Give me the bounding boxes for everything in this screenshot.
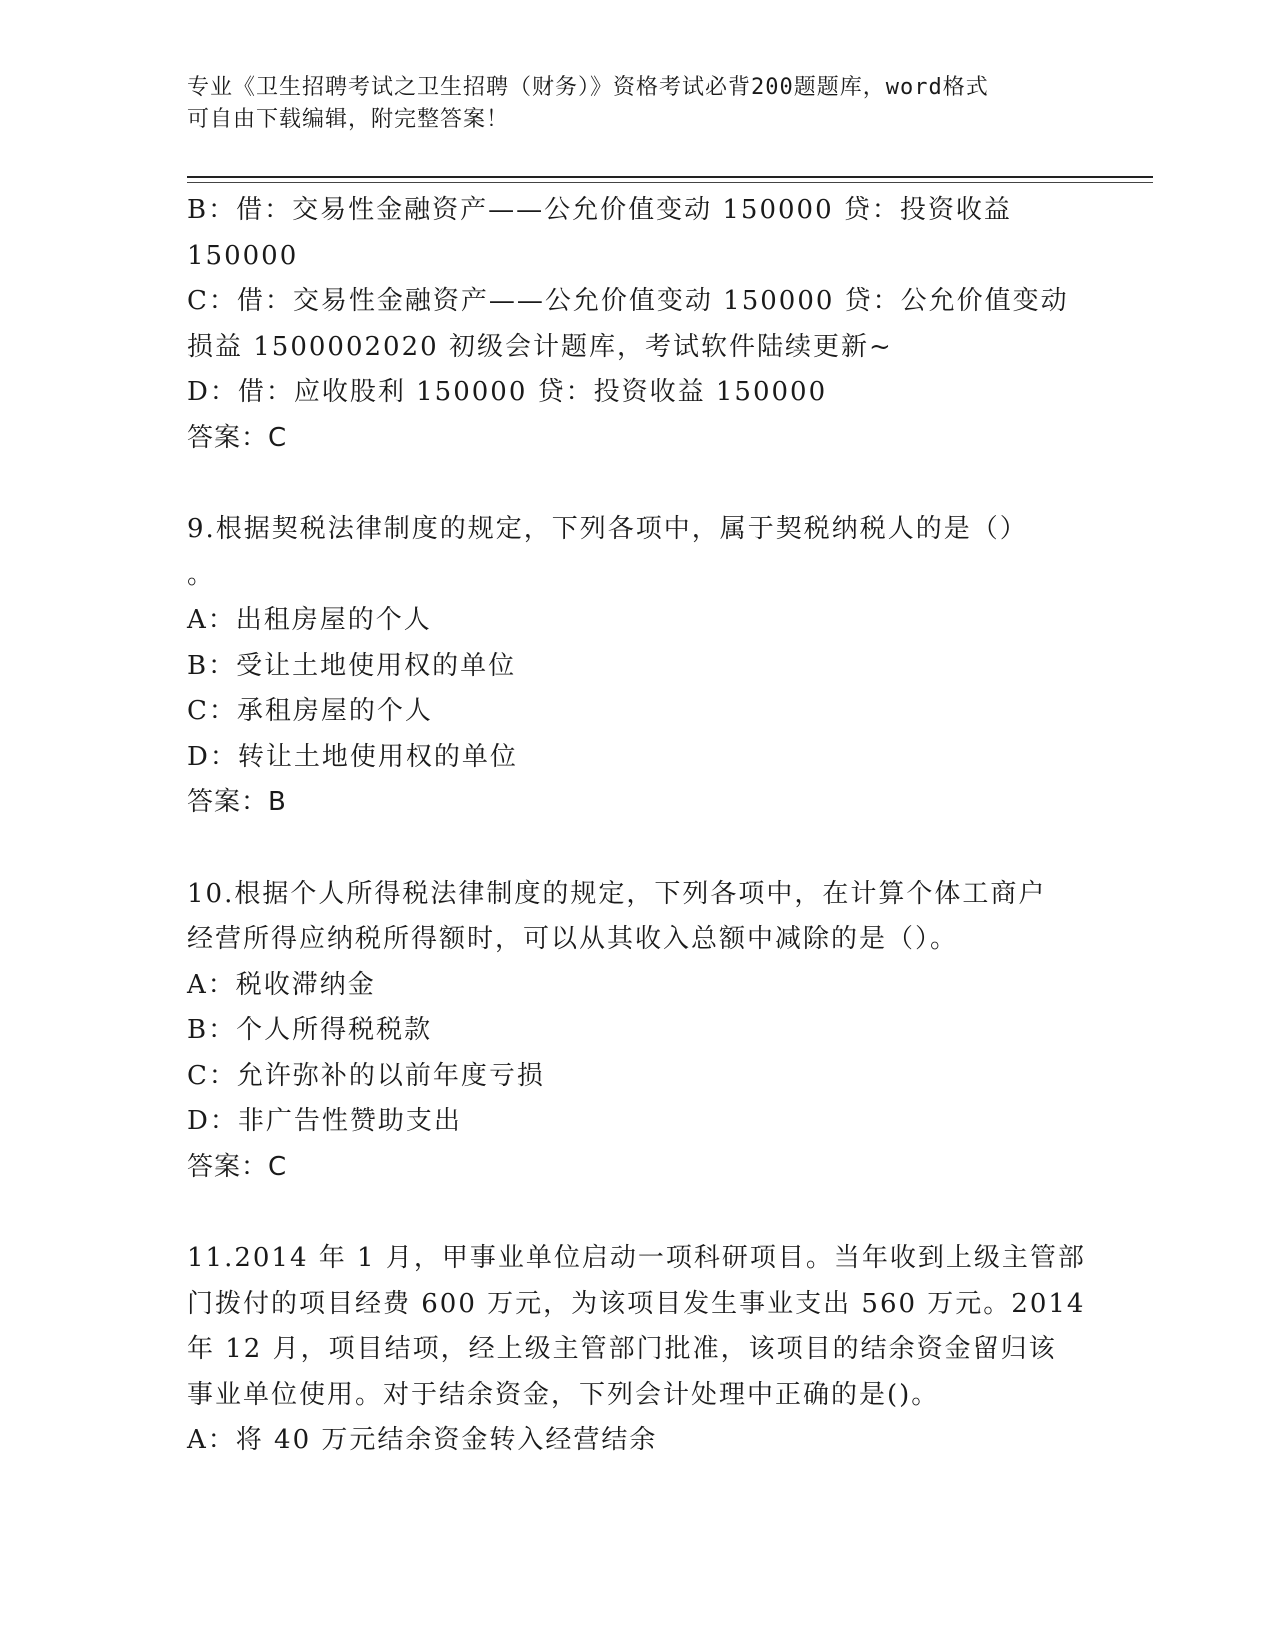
answer-line: 答案：C <box>187 1151 288 1182</box>
question-stem-line: 年 12 月，项目结项，经上级主管部门批准，该项目的结余资金留归该 <box>187 1334 1057 1364</box>
answer-line: 答案：B <box>187 787 287 817</box>
option-line: B：借：交易性金融资产——公允价值变动 150000 贷：投资收益 <box>187 195 1012 225</box>
question-9 <box>187 507 1107 826</box>
question-gap <box>187 461 1107 507</box>
question-stem-line: 事业单位使用。对于结余资金，下列会计处理中正确的是()。 <box>187 1379 940 1410</box>
question-stem-line: 11.2014 年 1 月，甲事业单位启动一项科研项目。当年收到上级主管部 <box>187 1243 1086 1273</box>
question-stem-line: 经营所得应纳税所得额时，可以从其收入总额中减除的是（）。 <box>187 924 959 954</box>
option-line: C：承租房屋的个人 <box>187 696 433 726</box>
question-stem-line: 9.根据契税法律制度的规定，下列各项中，属于契税纳税人的是（） <box>187 514 1028 544</box>
question-gap <box>187 1190 1107 1236</box>
question-content <box>187 188 1107 1464</box>
document-header <box>187 72 1067 136</box>
option-line: B：个人所得税税款 <box>187 1015 433 1045</box>
option-line: A：出租房屋的个人 <box>187 605 432 635</box>
option-line: C：允许弥补的以前年度亏损 <box>187 1060 545 1091</box>
header-rule-thin <box>187 182 1153 183</box>
option-line: B：受让土地使用权的单位 <box>187 650 517 681</box>
question-gap <box>187 826 1107 872</box>
header-line-1: 专业《卫生招聘考试之卫生招聘（财务）》资格考试必背200题题库，word格式 <box>187 75 989 100</box>
option-line: 损益 1500002020 初级会计题库，考试软件陆续更新~ <box>187 331 893 362</box>
question-8 <box>187 188 1107 461</box>
answer-line: 答案：C <box>187 422 288 453</box>
question-stem-line: 10.根据个人所得税法律制度的规定，下列各项中，在计算个体工商户 <box>187 878 1047 909</box>
option-line: A：将 40 万元结余资金转入经营结余 <box>187 1425 658 1455</box>
option-line: 150000 <box>187 240 299 271</box>
question-stem-line: 门拨付的项目经费 600 万元，为该项目发生事业支出 560 万元。2014 <box>187 1288 1086 1319</box>
question-11 <box>187 1236 1107 1464</box>
header-line-2: 可自由下载编辑，附完整答案！ <box>187 107 510 132</box>
question-10 <box>187 872 1107 1191</box>
option-line: D：非广告性赞助支出 <box>187 1106 462 1136</box>
option-line: D：借：应收股利 150000 贷：投资收益 150000 <box>187 377 828 407</box>
header-rule-thick <box>187 176 1153 178</box>
option-line: D：转让土地使用权的单位 <box>187 741 518 772</box>
question-stem-line: 。 <box>187 559 216 590</box>
option-line: A：税收滞纳金 <box>187 969 376 1000</box>
option-line: C：借：交易性金融资产——公允价值变动 150000 贷：公允价值变动 <box>187 286 1069 316</box>
